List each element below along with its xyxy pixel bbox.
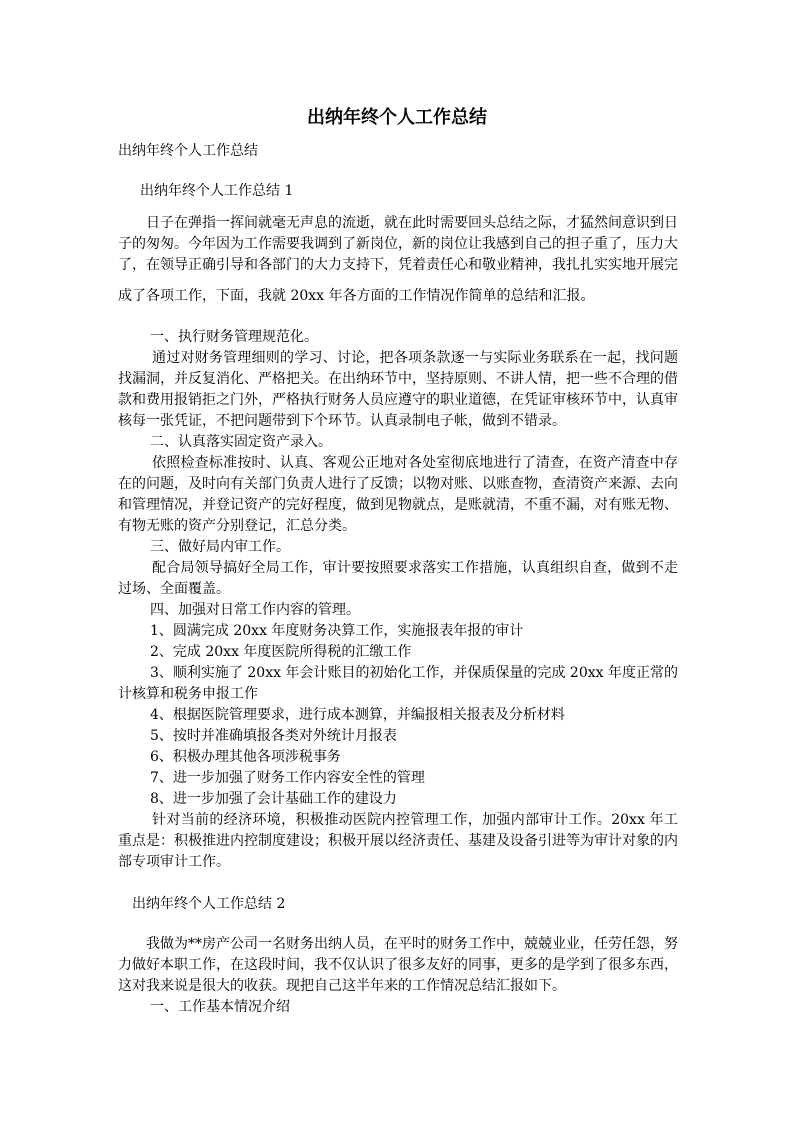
list-item: 1、圆满完成 20xx 年度财务决算工作，实施报表年报的审计 (150, 623, 524, 639)
paragraph-line: 和管理情况，并登记资产的完好程度，做到见物就点，是账就清，不重不漏，对有账无物、 (118, 497, 678, 513)
heading-line: 一、执行财务管理规范化。 (150, 329, 318, 345)
paragraph-line: 了，在领导正确引导和各部门的大力支持下，凭着责任心和敬业精神，我扎扎实实地开展完 (118, 257, 678, 273)
list-item: 4、根据医院管理要求，进行成本测算，并编报相关报表及分析材料 (150, 707, 565, 723)
paragraph-line: 核每一张凭证，不把问题带到下个环节。认真录制电子帐，做到不错录。 (118, 413, 566, 429)
heading-line: 三、做好局内审工作。 (150, 539, 290, 555)
paragraph-line: 有物无账的资产分别登记，汇总分类。 (118, 518, 356, 534)
paragraph-line: 通过对财务管理细则的学习、讨论，把各项条款逐一与实际业务联系在一起，找问题 (152, 350, 678, 366)
paragraph-line: 部专项审计工作。 (118, 854, 230, 870)
document-title: 出纳年终个人工作总结 (307, 107, 487, 128)
list-item: 5、按时并准确填报各类对外统计月报表 (150, 728, 397, 744)
list-item: 2、完成 20xx 年度医院所得税的汇缴工作 (150, 644, 412, 660)
paragraph-line: 找漏洞，并反复消化、严格把关。在出纳环节中，坚持原则、不讲人情，把一些不合理的借 (118, 371, 678, 387)
list-item: 7、进一步加强了财务工作内容安全性的管理 (150, 770, 425, 786)
paragraph-line: 依照检查标准按时、认真、客观公正地对各处室彻底地进行了清查，在资产清查中存 (152, 455, 678, 471)
paragraph-line: 成了各项工作，下面，我就 20xx 年各方面的工作情况作简单的总结和汇报。 (118, 288, 595, 304)
paragraph-line: 这对我来说是很大的收获。现把自己这半年来的工作情况总结汇报如下。 (118, 978, 566, 994)
list-item: 计核算和税务申报工作 (118, 686, 258, 702)
paragraph-line: 款和费用报销拒之门外，严格执行财务人员应遵守的职业道德，在凭证审核环节中，认真审 (118, 392, 678, 408)
paragraph-line: 过场、全面覆盖。 (118, 581, 230, 597)
paragraph-line: 子的匆匆。今年因为工作需要我调到了新岗位，新的岗位让我感到自己的担子重了，压力大 (118, 236, 678, 252)
paragraph-line: 在的问题，及时向有关部门负责人进行了反馈；以物对账、以账查物，查清资产来源、去向 (118, 476, 678, 492)
list-item: 8、进一步加强了会计基础工作的建设力 (150, 791, 397, 807)
paragraph-line: 重点是：积极推进内控制度建设；积极开展以经济责任、基建及设备引进等为审计对象的内 (118, 833, 678, 849)
list-item: 6、积极办理其他各项涉税事务 (150, 749, 341, 765)
heading-line: 一、工作基本情况介绍 (150, 999, 290, 1015)
heading-line: 四、加强对日常工作内容的管理。 (150, 602, 360, 618)
section-heading-2: 出纳年终个人工作总结 2 (132, 896, 286, 912)
heading-line: 二、认真落实固定资产录入。 (150, 434, 332, 450)
section-heading-1: 出纳年终个人工作总结 1 (140, 183, 294, 199)
paragraph-line: 力做好本职工作，在这段时间，我不仅认识了很多友好的同事，更多的是学到了很多东西， (118, 957, 678, 973)
paragraph-line: 日子在弹指一挥间就毫无声息的流逝，就在此时需要回头总结之际，才猛然间意识到日 (146, 215, 678, 231)
list-item: 3、顺利实施了 20xx 年会计账目的初始化工作，并保质保量的完成 20xx 年度正常的 (150, 665, 678, 681)
paragraph-line: 我做为**房产公司一名财务出纳人员，在平时的财务工作中，兢兢业业，任劳任怨，努 (146, 936, 678, 952)
subtitle-line: 出纳年终个人工作总结 (118, 143, 258, 159)
paragraph-line: 配合局领导搞好全局工作，审计要按照要求落实工作措施，认真组织自查，做到不走 (152, 560, 678, 576)
paragraph-line: 针对当前的经济环境，积极推动医院内控管理工作，加强内部审计工作。20xx 年工 (152, 812, 678, 828)
